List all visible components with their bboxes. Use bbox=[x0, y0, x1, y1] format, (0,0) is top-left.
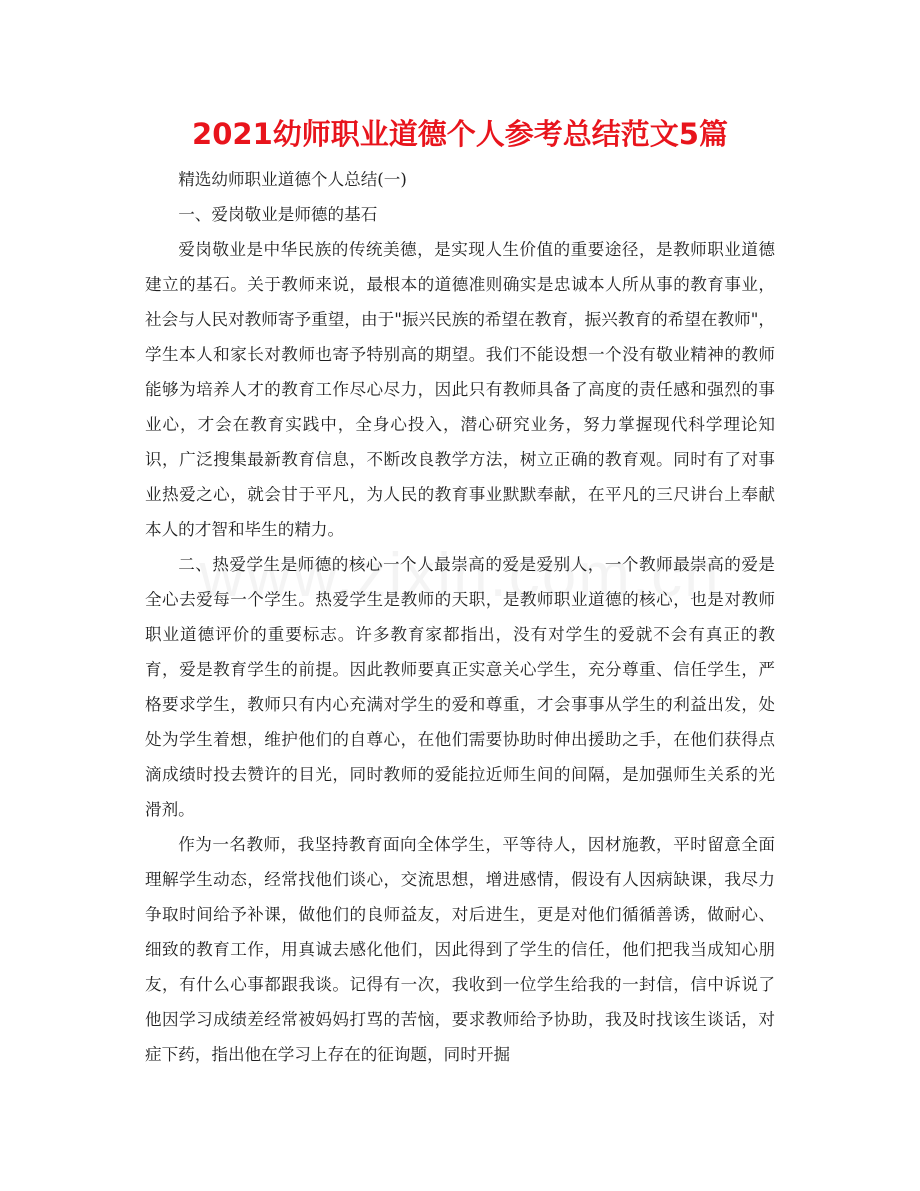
document-title: 2021幼师职业道德个人参考总结范文5篇 bbox=[192, 117, 728, 151]
body-paragraph: 作为一名教师，我坚持教育面向全体学生，平等待人，因材施教，平时留意全面理解学生动态，经常找他们谈心，交流思想，增进感情，假设有人因病缺课，我尽力争取时间给予补课，做他们的良师益友，对后进生，更是对他们循循善诱，做耐心、细致的教育工作，用真诚去感化他们，因此得到了学生的信任，他们把我当成知心朋友，有什么心事都跟我谈。记得有一次，我收到一位学生给我的一封信，信中诉说了他因学习成绩差经常被妈妈打骂的苦恼，要求教师给予协助，我及时找该生谈话，对症下药，指出他在学习上存在的征询题，同时开掘 bbox=[145, 835, 775, 1064]
document-body bbox=[145, 162, 775, 1072]
body-paragraph: 爱岗敬业是中华民族的传统美德，是实现人生价值的重要途径，是教师职业道德建立的基石。关于教师来说，最根本的道德准则确实是忠诚本人所从事的教育事业，社会与人民对教师寄予重望，由于"振兴民族的希望在教育，振兴教育的希望在教师"，学生本人和家长对教师也寄予特别高的期望。我们不能设想一个没有敬业精神的教师能够为培养人才的教育工作尽心尽力，因此只有教师具备了高度的责任感和强烈的事业心，才会在教育实践中，全身心投入，潜心研究业务，努力掌握现代科学理论知识，广泛搜集最新教育信息，不断改良教学方法，树立正确的教育观。同时有了对事业热爱之心，就会甘于平凡，为人民的教育事业默默奉献，在平凡的三尺讲台上奉献本人的才智和毕生的精力。 bbox=[145, 240, 775, 539]
body-paragraph: 二、热爱学生是师德的核心一个人最崇高的爱是爱别人，一个教师最崇高的爱是全心去爱每一个学生。热爱学生是教师的天职，是教师职业道德的核心，也是对教师职业道德评价的重要标志。许多教育家都指出，没有对学生的爱就不会有真正的教育，爱是教育学生的前提。因此教师要真正实意关心学生，充分尊重、信任学生，严格要求学生，教师只有内心充满对学生的爱和尊重，才会事事从学生的利益出发，处处为学生着想，维护他们的自尊心，在他们需要协助时伸出援助之手，在他们获得点滴成绩时投去赞许的目光，同时教师的爱能拉近师生间的间隔，是加强师生关系的光滑剂。 bbox=[145, 555, 775, 819]
section-heading-1: 精选幼师职业道德个人总结(一) bbox=[178, 170, 407, 189]
subsection-heading-1: 一、爱岗敬业是师德的基石 bbox=[178, 205, 378, 224]
